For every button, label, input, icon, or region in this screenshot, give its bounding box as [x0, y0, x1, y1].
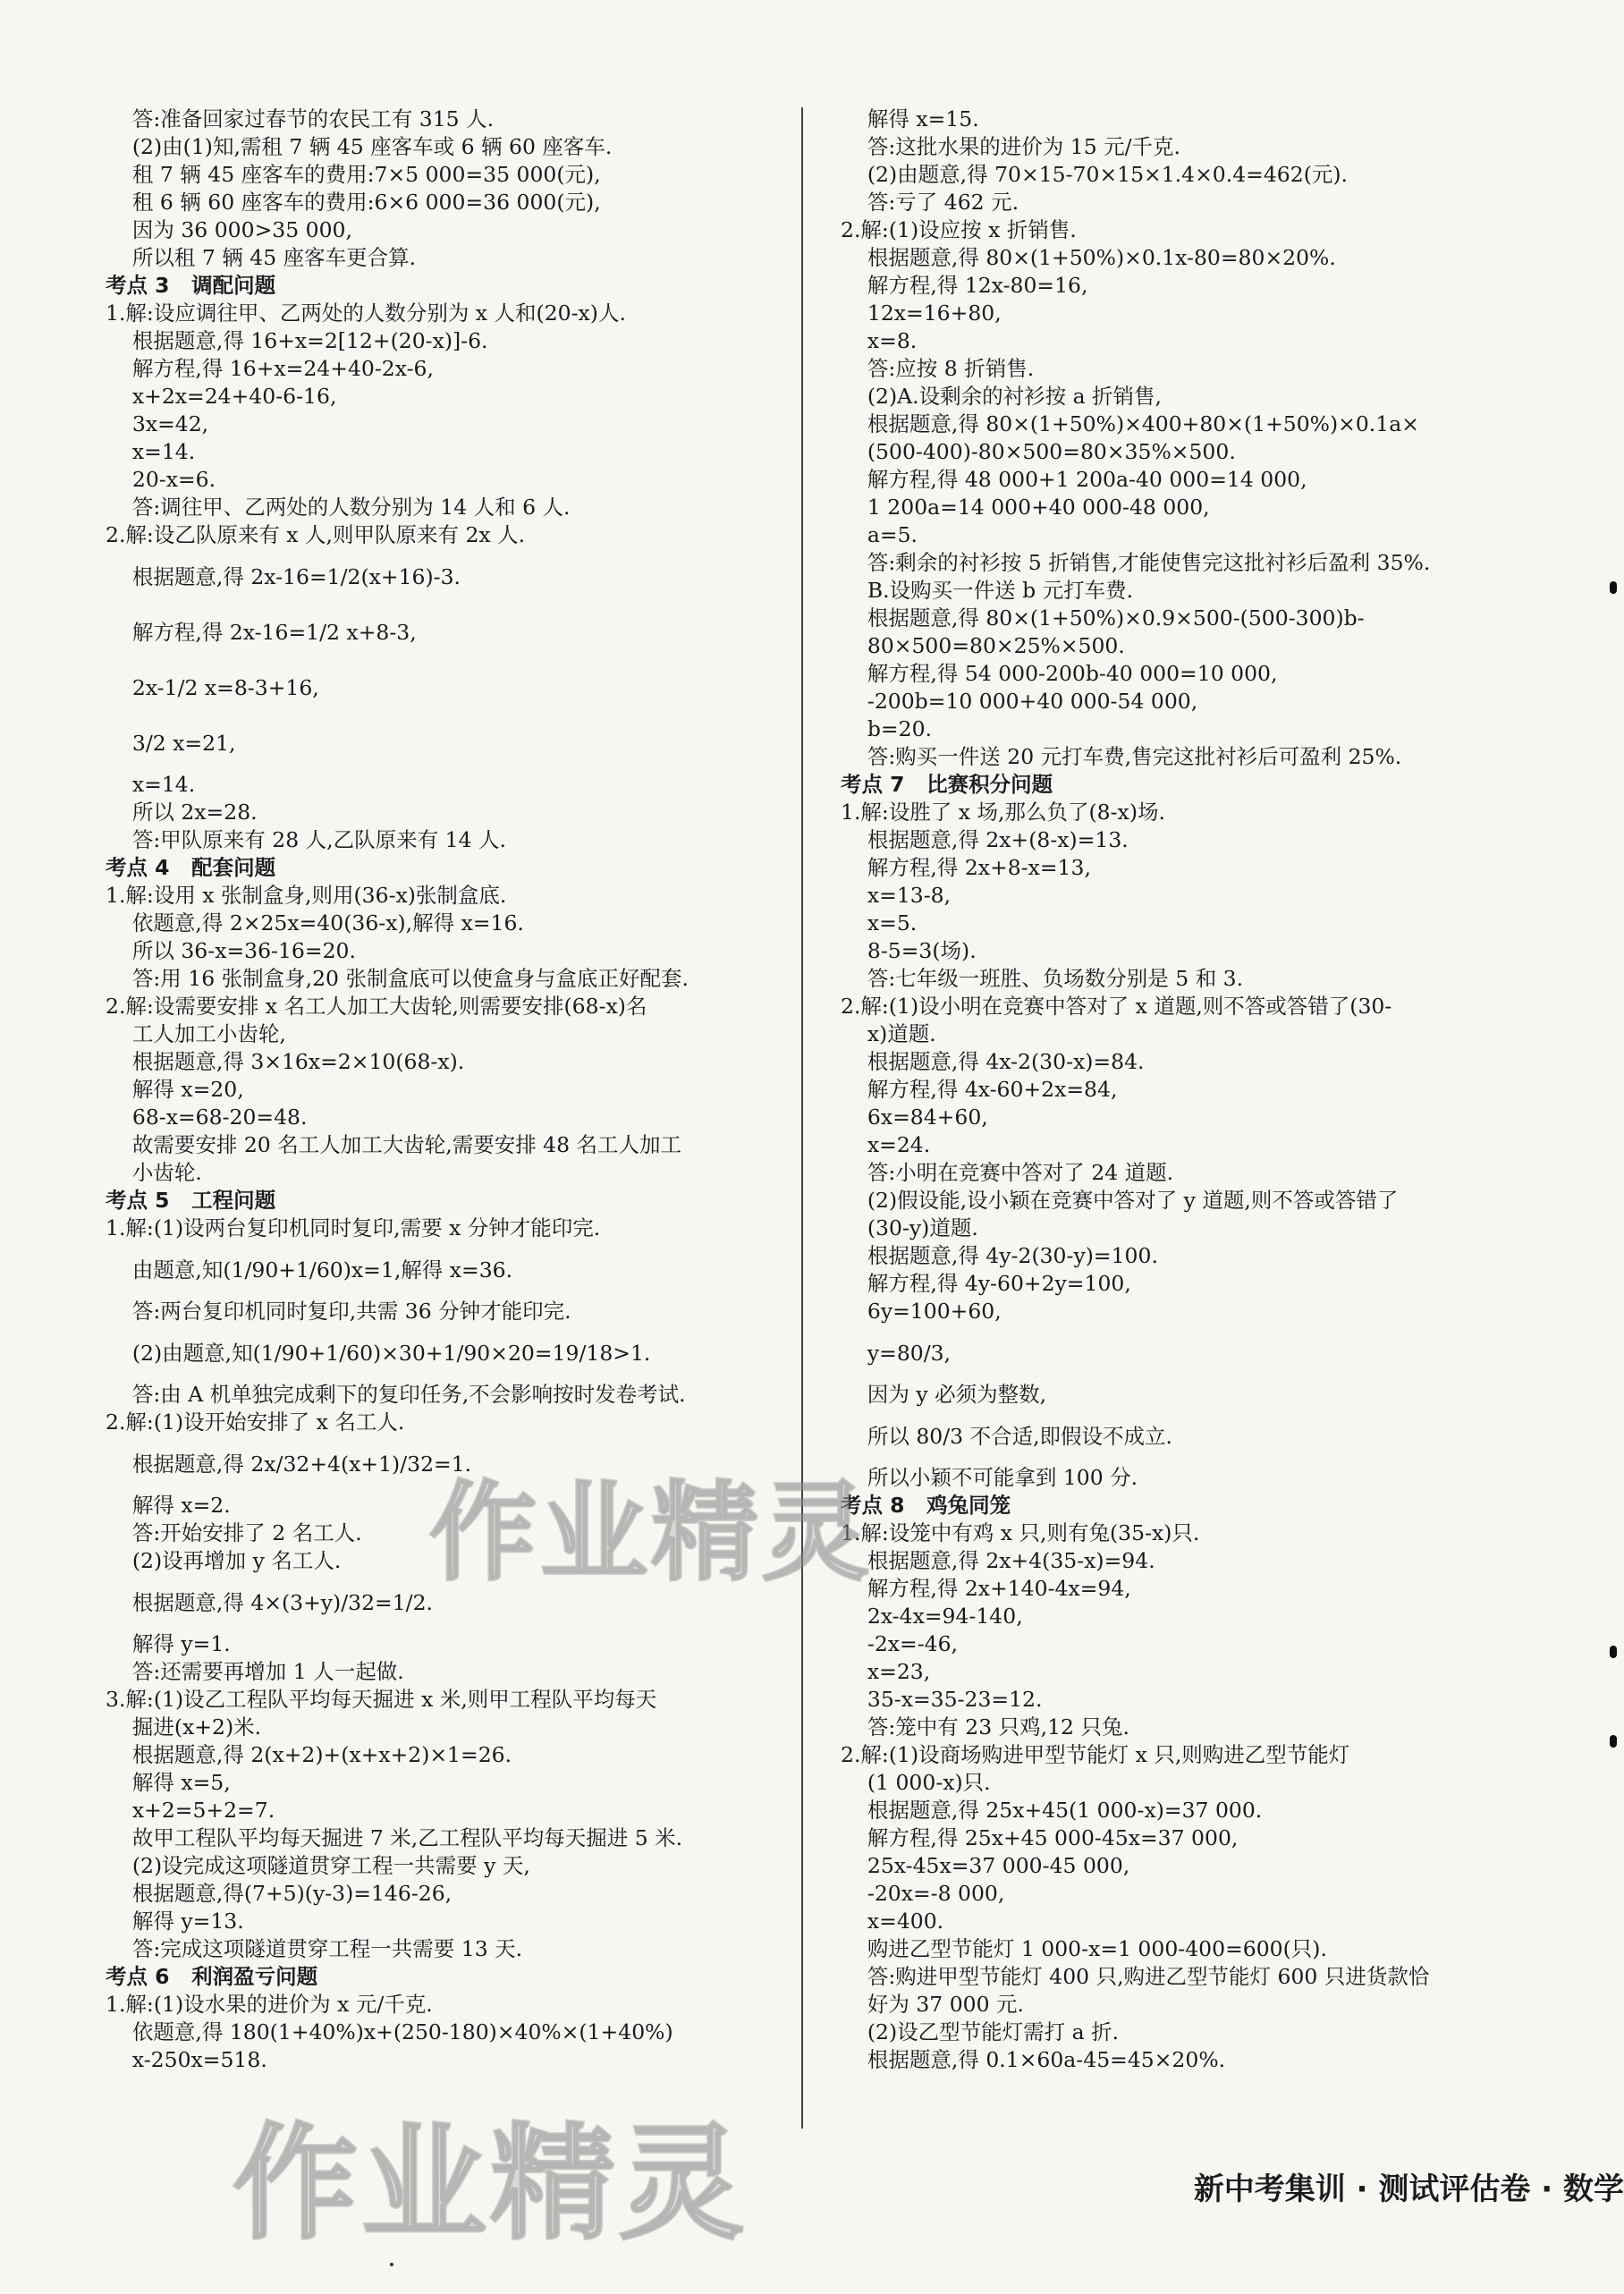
text-line: 2.解:设乙队原来有 x 人,则甲队原来有 2x 人. — [106, 522, 526, 547]
text-line: 80×500=80×25%×500. — [841, 633, 1125, 658]
text-line: x=14. — [106, 439, 196, 464]
section-heading: 考点 5 工程问题 — [106, 1188, 276, 1213]
text-line: 解方程,得 4y-60+2y=100, — [841, 1271, 1131, 1296]
text-line: 因为 y 必须为整数, — [841, 1382, 1047, 1407]
text-line: (1 000-x)只. — [841, 1770, 991, 1795]
text-line: 2.解:设需要安排 x 名工人加工大齿轮,则需要安排(68-x)名 — [106, 994, 647, 1019]
text-line: 解方程,得 25x+45 000-45x=37 000, — [841, 1825, 1239, 1850]
text-line: x+2x=24+40-6-16, — [106, 384, 337, 409]
text-line: 根据题意,得 2x+(8-x)=13. — [841, 827, 1129, 852]
text-line: 故需要安排 20 名工人加工大齿轮,需要安排 48 名工人加工 — [106, 1132, 682, 1157]
section-heading: 考点 6 利润盈亏问题 — [106, 1964, 318, 1989]
text-line: 解得 x=15. — [841, 106, 979, 131]
text-line: 答:小明在竞赛中答对了 24 道题. — [841, 1160, 1174, 1185]
text-line: 1.解:(1)设水果的进价为 x 元/千克. — [106, 1992, 433, 2017]
text-line: 答:准备回家过春节的农民工有 315 人. — [106, 106, 495, 131]
text-line: 解方程,得 48 000+1 200a-40 000=14 000, — [841, 467, 1307, 492]
text-line: 2.解:(1)设小明在竞赛中答对了 x 道题,则不答或答错了(30- — [841, 994, 1392, 1019]
section-heading: 考点 7 比赛积分问题 — [841, 772, 1053, 797]
text-line: 答:购进甲型节能灯 400 只,购进乙型节能灯 600 只进货款恰 — [841, 1964, 1430, 1989]
text-line: 1 200a=14 000+40 000-48 000, — [841, 495, 1210, 520]
text-line: x=14. — [106, 772, 196, 797]
margin-mark — [1610, 1646, 1617, 1658]
text-line: 12x=16+80, — [841, 301, 1002, 326]
text-line: 根据题意,得 25x+45(1 000-x)=37 000. — [841, 1798, 1263, 1823]
text-line: 2.解:(1)设商场购进甲型节能灯 x 只,则购进乙型节能灯 — [841, 1742, 1350, 1767]
section-heading: 考点 8 鸡兔同笼 — [841, 1493, 1011, 1518]
text-line: 解方程,得 2x-16=1/2 x+8-3, — [106, 620, 417, 645]
text-line: 所以小颖不可能拿到 100 分. — [841, 1465, 1138, 1490]
page-dot — [390, 2263, 393, 2266]
text-line: 掘进(x+2)米. — [106, 1714, 262, 1740]
text-line: 由题意,知(1/90+1/60)x=1,解得 x=36. — [106, 1257, 513, 1282]
text-line: 答:笼中有 23 只鸡,12 只兔. — [841, 1714, 1129, 1740]
text-line: x=400. — [841, 1909, 944, 1934]
text-line: 根据题意,得 3×16x=2×10(68-x). — [106, 1049, 465, 1074]
text-line: 答:调往甲、乙两处的人数分别为 14 人和 6 人. — [106, 495, 571, 520]
text-line: 答:开始安排了 2 名工人. — [106, 1520, 362, 1545]
watermark: 作业精灵 — [233, 2112, 749, 2257]
text-line: 根据题意,得 2x-16=1/2(x+16)-3. — [106, 564, 461, 589]
text-line: 根据题意,得 2x/32+4(x+1)/32=1. — [106, 1452, 472, 1477]
text-line: x-250x=518. — [106, 2047, 267, 2072]
text-line: 答:剩余的衬衫按 5 折销售,才能使售完这批衬衫后盈利 35%. — [841, 550, 1431, 575]
text-line: 3/2 x=21, — [106, 731, 236, 756]
text-line: x=8. — [841, 328, 918, 353]
text-line: (2)设乙型节能灯需打 a 折. — [841, 2019, 1120, 2044]
text-line: x=24. — [841, 1132, 931, 1157]
text-line: (2)A.设剩余的衬衫按 a 折销售, — [841, 384, 1163, 409]
text-line: 35-x=35-23=12. — [841, 1687, 1043, 1712]
text-line: 根据题意,得 80×(1+50%)×0.1x-80=80×20%. — [841, 245, 1336, 270]
text-line: 依题意,得 2×25x=40(36-x),解得 x=16. — [106, 910, 524, 935]
text-line: 根据题意,得 4x-2(30-x)=84. — [841, 1049, 1145, 1074]
text-line: 答:还需要再增加 1 人一起做. — [106, 1659, 404, 1684]
text-line: 所以 36-x=36-16=20. — [106, 938, 356, 963]
text-line: 根据题意,得 4y-2(30-y)=100. — [841, 1243, 1158, 1268]
right-column — [841, 106, 1529, 2074]
text-line: x)道题. — [841, 1021, 936, 1046]
text-line: 租 7 辆 45 座客车的费用:7×5 000=35 000(元), — [106, 162, 601, 187]
text-line: x=23, — [841, 1659, 931, 1684]
text-line: 根据题意,得(7+5)(y-3)=146-26, — [106, 1881, 453, 1906]
text-line: 解得 x=5, — [106, 1770, 231, 1795]
text-line: 2.解:(1)设开始安排了 x 名工人. — [106, 1409, 405, 1435]
text-line: 根据题意,得 80×(1+50%)×400+80×(1+50%)×0.1a× — [841, 411, 1419, 436]
text-line: 1.解:设应调往甲、乙两处的人数分别为 x 人和(20-x)人. — [106, 301, 626, 326]
text-line: B.设购买一件送 b 元打车费. — [841, 578, 1134, 603]
text-line: 根据题意,得 16+x=2[12+(20-x)]-6. — [106, 328, 488, 353]
text-line: (2)设再增加 y 名工人. — [106, 1548, 342, 1573]
text-line: 答:两台复印机同时复印,共需 36 分钟才能印完. — [106, 1299, 571, 1324]
text-line: x+2=5+2=7. — [106, 1798, 275, 1823]
text-line: 根据题意,得 2x+4(35-x)=94. — [841, 1548, 1155, 1573]
text-line: (30-y)道题. — [841, 1215, 978, 1240]
text-line: 解方程,得 2x+8-x=13, — [841, 855, 1091, 880]
text-line: (500-400)-80×500=80×35%×500. — [841, 439, 1236, 464]
text-line: -20x=-8 000, — [841, 1881, 1005, 1906]
text-line: 8-5=3(场). — [841, 938, 977, 963]
text-line: -2x=-46, — [841, 1631, 959, 1656]
text-line: 6y=100+60, — [841, 1299, 1002, 1324]
column-divider — [801, 107, 803, 2129]
text-line: 根据题意,得 0.1×60a-45=45×20%. — [841, 2047, 1226, 2072]
text-line: (2)由题意,得 70×15-70×15×1.4×0.4=462(元). — [841, 162, 1349, 187]
text-line: 25x-45x=37 000-45 000, — [841, 1853, 1130, 1878]
text-line: x=13-8, — [841, 883, 952, 908]
text-line: (2)由题意,知(1/90+1/60)×30+1/90×20=19/18>1. — [106, 1341, 651, 1366]
text-line: b=20. — [841, 716, 932, 741]
text-line: 解方程,得 2x+140-4x=94, — [841, 1576, 1131, 1601]
text-line: 答:用 16 张制盒身,20 张制盒底可以使盒身与盒底正好配套. — [106, 966, 689, 991]
text-line: y=80/3, — [841, 1341, 952, 1366]
text-line: 依题意,得 180(1+40%)x+(250-180)×40%×(1+40%) — [106, 2019, 673, 2044]
text-line: 3x=42, — [106, 411, 209, 436]
text-line: 好为 37 000 元. — [841, 1992, 1025, 2017]
text-line: 故甲工程队平均每天掘进 7 米,乙工程队平均每天掘进 5 米. — [106, 1825, 683, 1850]
text-line: 20-x=6. — [106, 467, 216, 492]
text-line: 小齿轮. — [106, 1160, 202, 1185]
text-line: (2)由(1)知,需租 7 辆 45 座客车或 6 辆 60 座客车. — [106, 134, 613, 159]
text-line: 答:购买一件送 20 元打车费,售完这批衬衫后可盈利 25%. — [841, 744, 1402, 769]
text-line: 所以 80/3 不合适,即假设不成立. — [841, 1424, 1173, 1449]
text-line: 解得 x=2. — [106, 1493, 231, 1518]
text-line: 解得 y=1. — [106, 1631, 231, 1656]
section-heading: 考点 4 配套问题 — [106, 855, 276, 880]
text-line: 2x-4x=94-140, — [841, 1604, 1023, 1629]
text-line: 根据题意,得 80×(1+50%)×0.9×500-(500-300)b- — [841, 605, 1365, 631]
text-line: 解方程,得 54 000-200b-40 000=10 000, — [841, 661, 1278, 686]
section-heading: 考点 3 调配问题 — [106, 273, 276, 298]
text-line: 工人加工小齿轮, — [106, 1021, 286, 1046]
text-line: 答:七年级一班胜、负场数分别是 5 和 3. — [841, 966, 1244, 991]
margin-mark — [1610, 581, 1617, 594]
text-line: 租 6 辆 60 座客车的费用:6×6 000=36 000(元), — [106, 190, 601, 215]
text-line: 1.解:(1)设两台复印机同时复印,需要 x 分钟才能印完. — [106, 1215, 601, 1240]
text-line: 答:由 A 机单独完成剩下的复印任务,不会影响按时发卷考试. — [106, 1382, 686, 1407]
watermark: 作业精灵 — [429, 1471, 873, 1596]
text-line: a=5. — [841, 522, 918, 547]
text-line: 1.解:设用 x 张制盒身,则用(36-x)张制盒底. — [106, 883, 507, 908]
margin-mark — [1610, 1735, 1617, 1748]
text-line: 解得 x=20, — [106, 1077, 244, 1102]
text-line: 1.解:设胜了 x 场,那么负了(8-x)场. — [841, 800, 1165, 825]
text-line: 解方程,得 12x-80=16, — [841, 273, 1088, 298]
text-line: 6x=84+60, — [841, 1105, 988, 1130]
text-line: x=5. — [841, 910, 918, 935]
text-line: 根据题意,得 4×(3+y)/32=1/2. — [106, 1590, 434, 1615]
text-line: 3.解:(1)设乙工程队平均每天掘进 x 米,则甲工程队平均每天 — [106, 1687, 657, 1712]
text-line: 因为 36 000>35 000, — [106, 217, 352, 242]
text-line: (2)设完成这项隧道贯穿工程一共需要 y 天, — [106, 1853, 530, 1878]
text-line: (2)假设能,设小颖在竞赛中答对了 y 道题,则不答或答错了 — [841, 1188, 1399, 1213]
text-line: 答:完成这项隧道贯穿工程一共需要 13 天. — [106, 1936, 523, 1961]
text-line: 2x-1/2 x=8-3+16, — [106, 675, 319, 700]
text-line: 答:甲队原来有 28 人,乙队原来有 14 人. — [106, 827, 506, 852]
left-column — [106, 106, 794, 2074]
text-line: 所以 2x=28. — [106, 800, 258, 825]
text-line: 2.解:(1)设应按 x 折销售. — [841, 217, 1077, 242]
text-line: -200b=10 000+40 000-54 000, — [841, 689, 1198, 714]
text-line: 68-x=68-20=48. — [106, 1105, 308, 1130]
text-line: 答:应按 8 折销售. — [841, 356, 1035, 381]
text-line: 所以租 7 辆 45 座客车更合算. — [106, 245, 417, 270]
text-line: 购进乙型节能灯 1 000-x=1 000-400=600(只). — [841, 1936, 1327, 1961]
text-line: 1.解:设笼中有鸡 x 只,则有兔(35-x)只. — [841, 1520, 1200, 1545]
page-footer: 新中考集训 · 测试评估卷 · 数学 — [1193, 2171, 1624, 2207]
text-line: 答:这批水果的进价为 15 元/千克. — [841, 134, 1181, 159]
text-line: 根据题意,得 2(x+2)+(x+x+2)×1=26. — [106, 1742, 512, 1767]
text-line: 解方程,得 16+x=24+40-2x-6, — [106, 356, 434, 381]
text-line: 答:亏了 462 元. — [841, 190, 1019, 215]
text-line: 解得 y=13. — [106, 1909, 244, 1934]
text-line: 解方程,得 4x-60+2x=84, — [841, 1077, 1118, 1102]
